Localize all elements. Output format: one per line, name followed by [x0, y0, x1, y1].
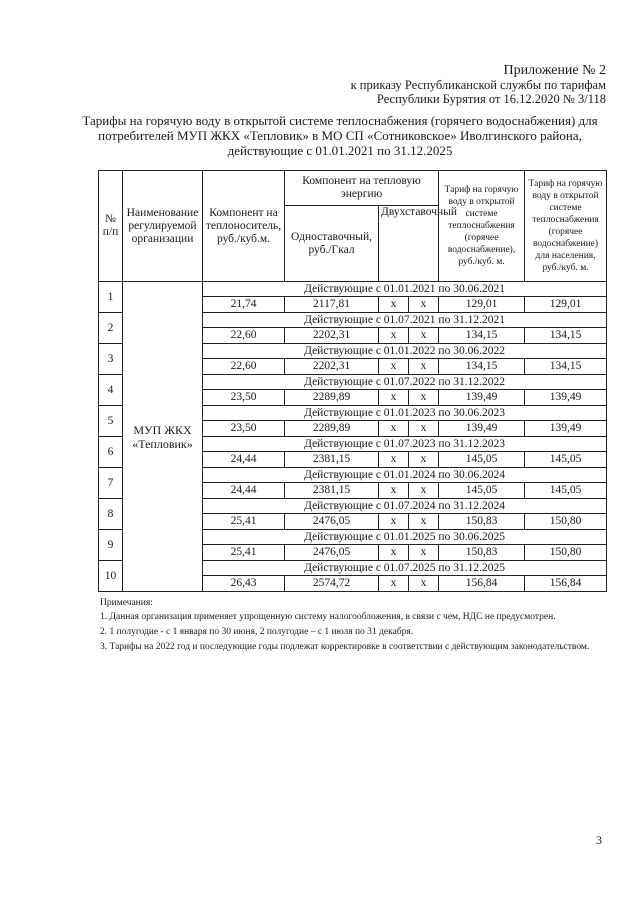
row-number: 6 [99, 437, 123, 468]
carrier-value: 21,74 [203, 297, 285, 313]
header-two-rate: Двухставочный [379, 206, 439, 282]
appendix-header [351, 64, 606, 106]
header-energy-group: Компонент на тепловую энергию [285, 171, 439, 206]
one-rate-value: 2202,31 [285, 359, 379, 375]
appendix-line-2: Республики Бурятия от 16.12.2020 № 3/118 [376, 92, 606, 106]
note-item: 3. Тарифы на 2022 год и последующие годы подлежат корректировке в соответствии с действующим законодательством. [100, 642, 590, 652]
period-label: Действующие с 01.01.2025 по 30.06.2025 [203, 530, 607, 545]
two-rate-x-1: x [379, 359, 409, 375]
tariff-value: 139,49 [439, 421, 525, 437]
header-one-rate: Одноставочный, руб./Гкал [285, 206, 379, 282]
one-rate-value: 2476,05 [285, 514, 379, 530]
two-rate-x-2: x [409, 297, 439, 313]
carrier-value: 24,44 [203, 452, 285, 468]
row-number: 1 [99, 282, 123, 313]
two-rate-x-2: x [409, 576, 439, 592]
one-rate-value: 2289,89 [285, 421, 379, 437]
tariff-value: 145,05 [439, 483, 525, 499]
period-label: Действующие с 01.01.2024 по 30.06.2024 [203, 468, 607, 483]
tariff-value: 139,49 [439, 390, 525, 406]
document-title [70, 113, 610, 158]
period-label: Действующие с 01.07.2022 по 31.12.2022 [203, 375, 607, 390]
one-rate-value: 2202,31 [285, 328, 379, 344]
period-label: Действующие с 01.01.2022 по 30.06.2022 [203, 344, 607, 359]
row-number: 3 [99, 344, 123, 375]
row-number: 10 [99, 561, 123, 592]
two-rate-x-2: x [409, 328, 439, 344]
tariff-population-value: 145,05 [525, 452, 607, 468]
two-rate-x-1: x [379, 390, 409, 406]
two-rate-x-1: x [379, 545, 409, 561]
note-item: 2. 1 полугодие - с 1 января по 30 июня, 2 полугодие – с 1 июля по 31 декабря. [100, 627, 414, 637]
tariff-population-value: 134,15 [525, 359, 607, 375]
tariff-table-body [99, 282, 607, 592]
row-number: 4 [99, 375, 123, 406]
appendix-title: Приложение № 2 [503, 63, 606, 78]
period-label: Действующие с 01.07.2023 по 31.12.2023 [203, 437, 607, 452]
two-rate-x-1: x [379, 576, 409, 592]
carrier-value: 24,44 [203, 483, 285, 499]
header-tariff-population: Тариф на горячую воду в открытой системе теплоснабжения (горячее водоснабжение) для населения, руб./куб. м. [525, 171, 607, 282]
period-row [99, 282, 607, 297]
tariff-value: 145,05 [439, 452, 525, 468]
note-item: 1. Данная организация применяет упрощенную систему налогообложения, в связи с чем, НДС не предусмотрен. [100, 612, 556, 622]
one-rate-value: 2574,72 [285, 576, 379, 592]
two-rate-x-1: x [379, 328, 409, 344]
header-num: № п/п [99, 171, 123, 282]
carrier-value: 22,60 [203, 359, 285, 375]
tariff-value: 150,83 [439, 545, 525, 561]
two-rate-x-2: x [409, 421, 439, 437]
period-label: Действующие с 01.07.2025 по 31.12.2025 [203, 561, 607, 576]
period-label: Действующие с 01.07.2024 по 31.12.2024 [203, 499, 607, 514]
carrier-value: 23,50 [203, 421, 285, 437]
period-label: Действующие с 01.01.2023 по 30.06.2023 [203, 406, 607, 421]
title-line-3: действующие с 01.01.2021 по 31.12.2025 [227, 143, 453, 158]
two-rate-x-2: x [409, 452, 439, 468]
tariff-population-value: 129,01 [525, 297, 607, 313]
carrier-value: 25,41 [203, 545, 285, 561]
tariff-population-value: 134,15 [525, 328, 607, 344]
tariff-table [98, 170, 607, 592]
organization-name: МУП ЖКХ «Тепловик» [123, 282, 203, 592]
one-rate-value: 2289,89 [285, 390, 379, 406]
tariff-value: 156,84 [439, 576, 525, 592]
carrier-value: 26,43 [203, 576, 285, 592]
two-rate-x-1: x [379, 421, 409, 437]
row-number: 2 [99, 313, 123, 344]
one-rate-value: 2476,05 [285, 545, 379, 561]
row-number: 8 [99, 499, 123, 530]
one-rate-value: 2381,15 [285, 452, 379, 468]
tariff-population-value: 139,49 [525, 390, 607, 406]
row-number: 5 [99, 406, 123, 437]
page-number: 3 [596, 833, 602, 847]
title-line-2: потребителей МУП ЖКХ «Тепловик» в МО СП «Сотниковское» Иволгинского района, [98, 128, 582, 143]
tariff-population-value: 145,05 [525, 483, 607, 499]
row-number: 9 [99, 530, 123, 561]
two-rate-x-1: x [379, 452, 409, 468]
one-rate-value: 2381,15 [285, 483, 379, 499]
tariff-population-value: 139,49 [525, 421, 607, 437]
tariff-population-value: 156,84 [525, 576, 607, 592]
notes-heading: Примечания: [100, 598, 153, 608]
tariff-value: 129,01 [439, 297, 525, 313]
two-rate-x-2: x [409, 390, 439, 406]
tariff-population-value: 150,80 [525, 545, 607, 561]
two-rate-x-2: x [409, 545, 439, 561]
carrier-value: 23,50 [203, 390, 285, 406]
title-line-1: Тарифы на горячую воду в открытой системе теплоснабжения (горячего водоснабжения) для [82, 113, 598, 128]
two-rate-x-1: x [379, 483, 409, 499]
period-label: Действующие с 01.07.2021 по 31.12.2021 [203, 313, 607, 328]
two-rate-x-1: x [379, 514, 409, 530]
carrier-value: 25,41 [203, 514, 285, 530]
header-carrier: Компонент на теплоноситель, руб./куб.м. [203, 171, 285, 282]
tariff-value: 134,15 [439, 328, 525, 344]
tariff-population-value: 150,80 [525, 514, 607, 530]
appendix-line-1: к приказу Республиканской службы по тарифам [350, 78, 606, 92]
header-tariff-open: Тариф на горячую воду в открытой системе теплоснабжения (горячее водоснабжение), руб./куб. м. [439, 171, 525, 282]
tariff-value: 134,15 [439, 359, 525, 375]
row-number: 7 [99, 468, 123, 499]
notes-section [100, 597, 605, 653]
period-label: Действующие с 01.01.2021 по 30.06.2021 [203, 282, 607, 297]
two-rate-x-1: x [379, 297, 409, 313]
carrier-value: 22,60 [203, 328, 285, 344]
tariff-value: 150,83 [439, 514, 525, 530]
two-rate-x-2: x [409, 483, 439, 499]
two-rate-x-2: x [409, 514, 439, 530]
two-rate-x-2: x [409, 359, 439, 375]
header-org-name: Наименование регулируемой организации [123, 171, 203, 282]
one-rate-value: 2117,81 [285, 297, 379, 313]
